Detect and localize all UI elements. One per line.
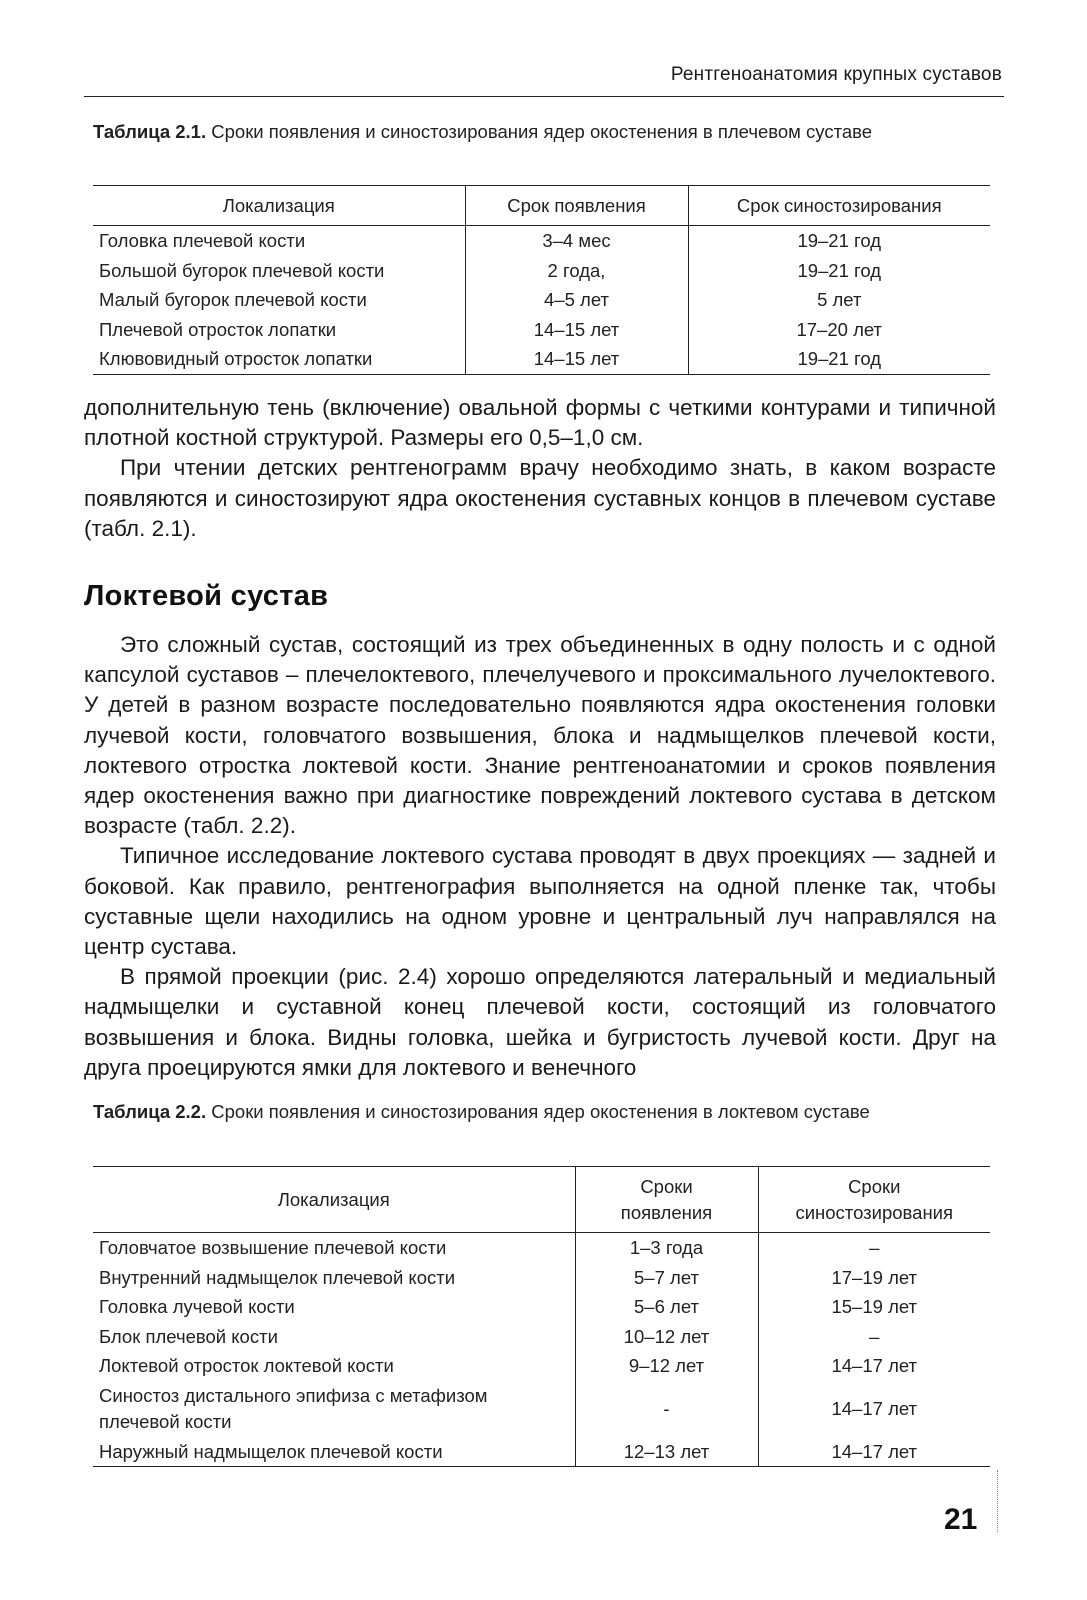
running-head <box>84 64 1004 97</box>
table2-header-localization: Локализация <box>93 1167 575 1233</box>
table-row <box>93 226 990 256</box>
table2-cell-onset: 5–6 лет <box>575 1292 758 1322</box>
table2-cell-localization: Головка лучевой кости <box>99 1296 295 1317</box>
table2-cell-onset: - <box>575 1381 758 1437</box>
table1-cell-synostosis: 19–21 год <box>688 344 990 374</box>
table1-header-synostosis: Срок синостозирования <box>688 186 990 226</box>
table1-cell-onset: 2 года, <box>465 256 688 286</box>
table-row <box>93 1233 990 1263</box>
table2-header-onset: Сроки появления <box>575 1167 758 1233</box>
table2-caption-label: Таблица 2.2. <box>93 1101 207 1122</box>
table2-cell-synostosis: 14–17 лет <box>758 1437 990 1467</box>
table1-cell-localization: Малый бугорок плечевой кости <box>99 289 367 310</box>
table2-cell-localization: Синостоз дистального эпифиза с метафизом плечевой кости <box>99 1384 488 1432</box>
paragraph: Это сложный сустав, состоящий из трех объединенных в одну полость и с одной капсулой суставов – плечелоктевого, плечелучевого и проксимального лучелоктевого. У детей в разном возрасте последовательно появляются ядра окостенения головки лучевой кости, головчатого возвышения, блока и надмыщелков плечевой кости, локтевого отростка локтевой кости. Знание рентгеноанатомии и сроков появления ядер окостенения важно при диагностике повреждений локтевого сустава в детском возрасте (табл. 2.2). <box>84 632 996 839</box>
table1 <box>93 185 990 375</box>
table-row <box>93 1351 990 1381</box>
crop-mark <box>997 1470 1006 1532</box>
text-block-section <box>84 630 996 1083</box>
table1-cell-onset: 3–4 мес <box>465 226 688 256</box>
table2-cell-synostosis: 14–17 лет <box>758 1381 990 1437</box>
paragraph: При чтении детских рентгенограмм врачу необходимо знать, в каком возрасте появляются и синостозируют ядра окостенения суставных концов в плечевом суставе (табл. 2.1). <box>84 455 996 541</box>
table2-cell-onset: 10–12 лет <box>575 1322 758 1352</box>
table1-cell-synostosis: 5 лет <box>688 285 990 315</box>
table2-header-synostosis: Сроки синостозирования <box>758 1167 990 1233</box>
table2-cell-synostosis: 15–19 лет <box>758 1292 990 1322</box>
table-row <box>93 315 990 345</box>
table1-caption-label: Таблица 2.1. <box>93 121 207 142</box>
table2-cell-synostosis: 14–17 лет <box>758 1351 990 1381</box>
table1-cell-localization: Клювовидный отросток лопатки <box>99 348 373 369</box>
table2-caption <box>93 1098 999 1126</box>
table1-header-localization: Локализация <box>93 186 465 226</box>
paragraph: дополнительную тень (включение) овальной формы с четкими контурами и типичной плотной костной структурой. Размеры его 0,5–1,0 см. <box>84 395 996 451</box>
table2 <box>93 1166 990 1467</box>
table2-cell-onset: 1–3 года <box>575 1233 758 1263</box>
table-row <box>93 285 990 315</box>
table2-cell-localization: Наружный надмыщелок плечевой кости <box>99 1440 443 1462</box>
table2-cell-onset: 5–7 лет <box>575 1263 758 1293</box>
text-block-top <box>84 393 996 544</box>
table2-cell-synostosis: 17–19 лет <box>758 1263 990 1293</box>
table1-header-row <box>93 186 990 226</box>
table1-cell-synostosis: 17–20 лет <box>688 315 990 345</box>
table-row <box>93 1322 990 1352</box>
table1-cell-onset: 14–15 лет <box>465 344 688 374</box>
table1-cell-onset: 14–15 лет <box>465 315 688 345</box>
table1-cell-onset: 4–5 лет <box>465 285 688 315</box>
table-row <box>93 1263 990 1293</box>
table1-cell-synostosis: 19–21 год <box>688 256 990 286</box>
table2-header-row <box>93 1167 990 1233</box>
table2-cell-localization: Блок плечевой кости <box>99 1325 278 1347</box>
table-row <box>93 1437 990 1467</box>
table2-cell-localization: Локтевой отросток локтевой кости <box>99 1355 394 1376</box>
section-heading: Локтевой сустав <box>84 580 329 612</box>
table1-header-onset: Срок появления <box>465 186 688 226</box>
table1-caption <box>93 118 999 146</box>
table1-caption-text: Сроки появления и синостозирования ядер окостенения в плечевом суставе <box>211 121 873 142</box>
table1-cell-synostosis: 19–21 год <box>688 226 990 256</box>
table-row <box>93 256 990 286</box>
table2-cell-synostosis: – <box>758 1233 990 1263</box>
table1-cell-localization: Головка плечевой кости <box>99 230 306 251</box>
table2-cell-localization: Внутренний надмыщелок плечевой кости <box>99 1266 456 1288</box>
table1-cell-localization: Плечевой отросток лопатки <box>99 318 337 340</box>
running-head-text: Рентгеноанатомия крупных суставов <box>670 64 1002 85</box>
table2-cell-localization: Головчатое возвышение плечевой кости <box>99 1237 447 1258</box>
paragraph: В прямой проекции (рис. 2.4) хорошо определяются латеральный и медиальный надмыщелки и суставной конец плечевой кости, состоящий из головчатого возвышения и блока. Видны головка, шейка и бугристость лучевой кости. Друг на друга проецируются ямки для локтевого и венечного <box>84 964 996 1080</box>
table1-cell-localization: Большой бугорок плечевой кости <box>99 259 385 281</box>
table2-cell-onset: 9–12 лет <box>575 1351 758 1381</box>
table2-caption-text: Сроки появления и синостозирования ядер окостенения в локтевом суставе <box>211 1101 870 1122</box>
page-number: 21 <box>944 1503 978 1536</box>
table-row <box>93 1292 990 1322</box>
table-row <box>93 1381 990 1437</box>
paragraph: Типичное исследование локтевого сустава проводят в двух проекциях — задней и боковой. Как правило, рентгенография выполняется на одной пленке так, чтобы суставные щели находились на одном уровне и центральный луч направлялся на центр сустава. <box>84 843 996 960</box>
table2-cell-onset: 12–13 лет <box>575 1437 758 1467</box>
table-row <box>93 344 990 374</box>
table2-cell-synostosis: – <box>758 1322 990 1352</box>
